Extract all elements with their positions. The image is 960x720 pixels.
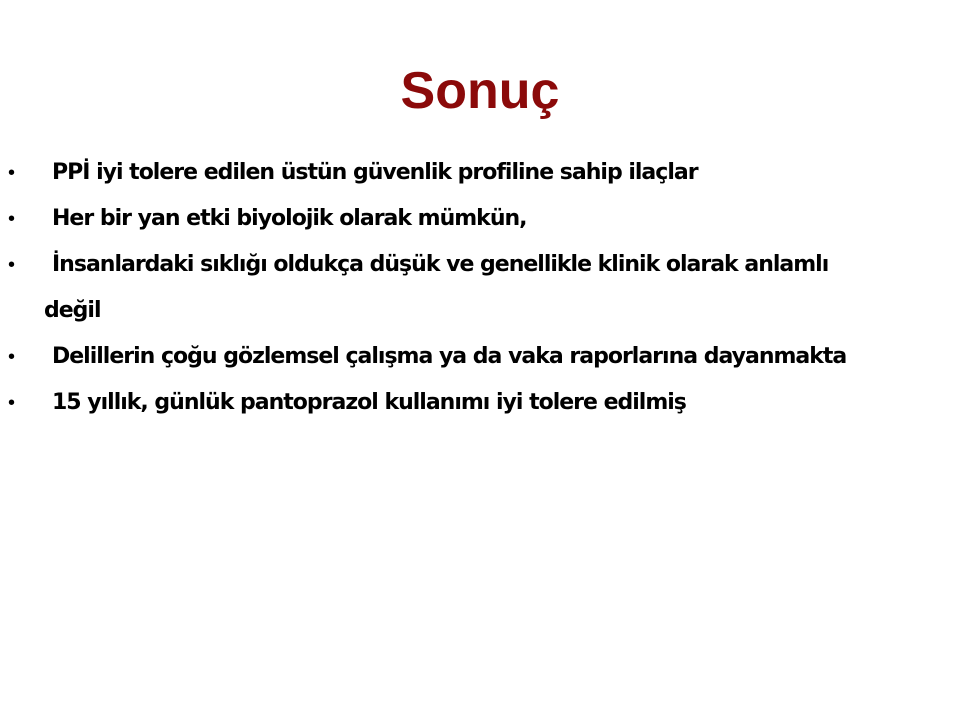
bullet-item	[0, 242, 960, 334]
bullet-text: Delillerin çoğu gözlemsel çalışma ya da vaka raporlarına dayanmakta	[52, 344, 847, 369]
bullet-text: Her bir yan etki biyolojik olarak mümkün,	[52, 206, 527, 231]
bullet-dot-icon: •	[8, 254, 16, 276]
bullet-item	[0, 150, 960, 196]
bullet-text-line-1: İnsanlardaki sıklığı oldukça düşük ve genellikle klinik olarak anlamlı	[52, 252, 829, 277]
bullet-dot-icon: •	[8, 208, 16, 230]
bullet-item	[0, 334, 960, 380]
slide-title: Sonuç	[400, 62, 560, 120]
bullet-dot-icon: •	[8, 392, 16, 414]
bullet-dot-icon: •	[8, 162, 16, 184]
bullet-text: 15 yıllık, günlük pantoprazol kullanımı iyi tolere edilmiş	[52, 390, 686, 415]
bullet-text: PPİ iyi tolere edilen üstün güvenlik profiline sahip ilaçlar	[52, 160, 698, 185]
bullet-item	[0, 196, 960, 242]
bullet-item	[0, 380, 960, 426]
bullet-text-line-2: değil	[44, 298, 101, 323]
bullet-list	[0, 150, 960, 426]
bullet-dot-icon: •	[8, 346, 16, 368]
